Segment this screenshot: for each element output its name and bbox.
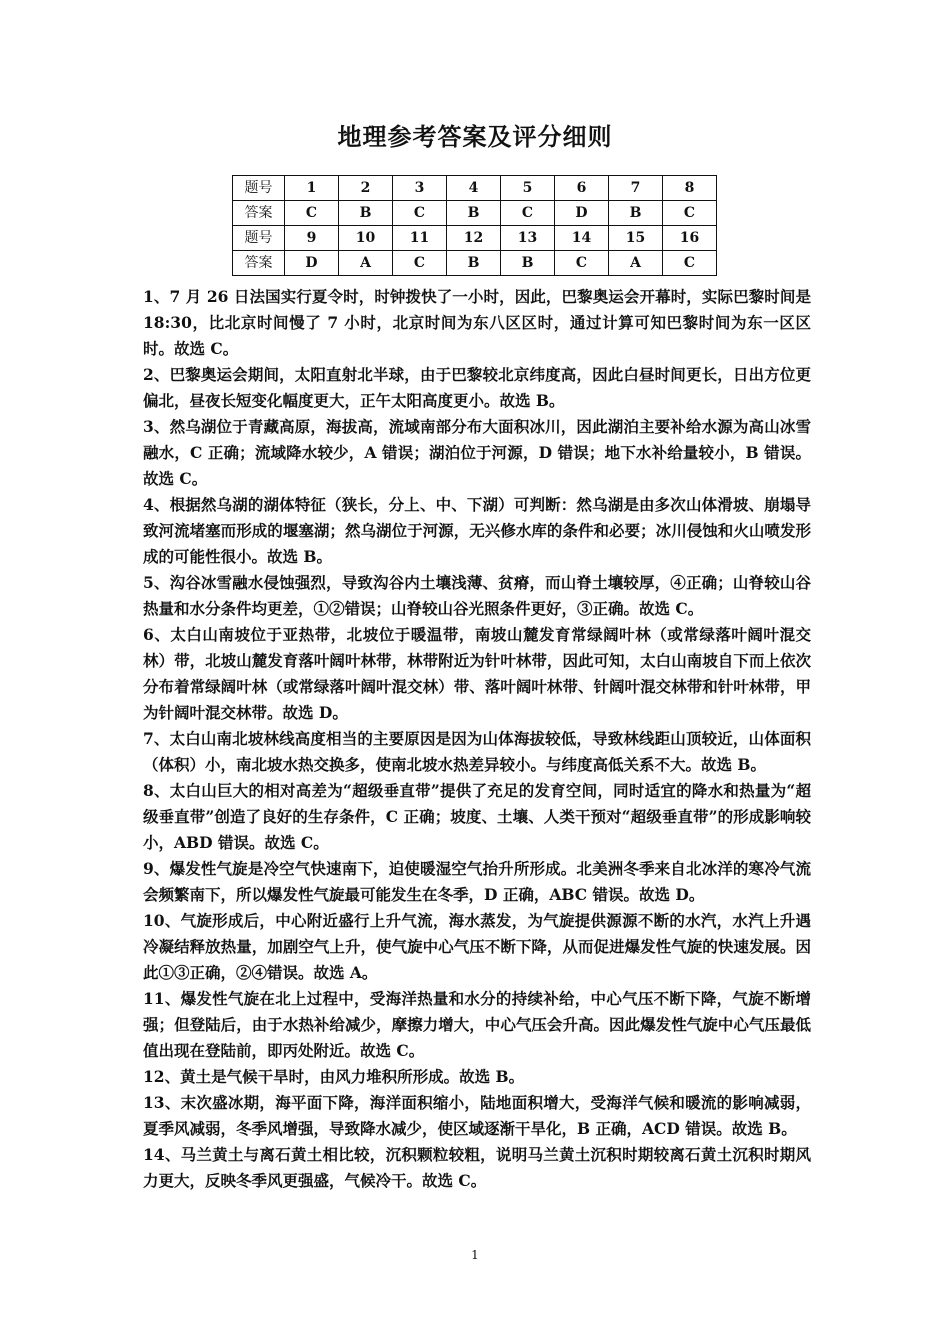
answer-table-row [233, 201, 717, 226]
answer-cell: 8 [663, 176, 717, 201]
explanation-paragraph: 6、太白山南坡位于亚热带，北坡位于暖温带，南坡山麓发育常绿阔叶林（或常绿落叶阔叶混交林）带，北坡山麓发育落叶阔叶林带，林带附近为针叶林带，因此可知，太白山南坡自下而上依次分布着常绿阔叶林（或常绿落叶阔叶混交林）带、落叶阔叶林带、针阔叶混交林带和针叶林带，甲为针阔叶混交林带。故选 D。 [143, 625, 811, 722]
answer-table-row [233, 176, 717, 201]
row-label: 答案 [233, 251, 285, 276]
row-label: 题号 [233, 176, 285, 201]
answer-cell: 7 [609, 176, 663, 201]
answer-cell: 10 [339, 226, 393, 251]
explanation-paragraph: 1、7 月 26 日法国实行夏令时，时钟拨快了一小时，因此，巴黎奥运会开幕时，实际巴黎时间是 18:30，比北京时间慢了 7 小时，北京时间为东八区区时，通过计算可知巴黎时间为东一区区时。故选 C。 [143, 287, 811, 358]
explanation-paragraph: 12、黄土是气候干旱时，由风力堆积所形成。故选 B。 [143, 1067, 525, 1086]
answer-table [232, 175, 717, 276]
answer-cell: C [555, 251, 609, 276]
explanation-paragraph: 4、根据然乌湖的湖体特征（狭长，分上、中、下湖）可判断：然乌湖是由多次山体滑坡、崩塌导致河流堵塞而形成的堰塞湖；然乌湖位于河源，无兴修水库的条件和必要；冰川侵蚀和火山喷发形成的可能性很小。故选 B。 [143, 495, 811, 566]
answer-cell: B [501, 251, 555, 276]
answer-table-row [233, 251, 717, 276]
answer-cell: 14 [555, 226, 609, 251]
answer-cell: B [339, 201, 393, 226]
answer-cell: 2 [339, 176, 393, 201]
page-number: 1 [471, 1248, 479, 1262]
answer-cell: 11 [393, 226, 447, 251]
answer-cell: B [447, 201, 501, 226]
explanation-paragraph: 9、爆发性气旋是冷空气快速南下，迫使暖湿空气抬升所形成。北美洲冬季来自北冰洋的寒冷气流会频繁南下，所以爆发性气旋最可能发生在冬季，D 正确，ABC 错误。故选 D。 [143, 859, 811, 904]
answer-cell: B [447, 251, 501, 276]
answer-cell: 13 [501, 226, 555, 251]
answer-cell: 4 [447, 176, 501, 201]
explanation-paragraph: 14、马兰黄土与离石黄土相比较，沉积颗粒较粗，说明马兰黄土沉积时期较离石黄土沉积时期风力更大，反映冬季风更强盛，气候冷干。故选 C。 [143, 1145, 811, 1190]
row-label: 题号 [233, 226, 285, 251]
answer-cell: 6 [555, 176, 609, 201]
explanation-paragraph: 5、沟谷冰雪融水侵蚀强烈，导致沟谷内土壤浅薄、贫瘠，而山脊土壤较厚，④正确；山脊较山谷热量和水分条件均更差，①②错误；山脊较山谷光照条件更好，③正确。故选 C。 [143, 573, 811, 618]
answer-cell: 9 [285, 226, 339, 251]
page-title: 地理参考答案及评分细则 [337, 123, 613, 151]
answer-cell: C [663, 201, 717, 226]
explanation-paragraph: 11、爆发性气旋在北上过程中，受海洋热量和水分的持续补给，中心气压不断下降，气旋不断增强；但登陆后，由于水热补给减少，摩擦力增大，中心气压会升高。因此爆发性气旋中心气压最低值出现在登陆前，即丙处附近。故选 C。 [143, 989, 811, 1060]
explanation-paragraph: 2、巴黎奥运会期间，太阳直射北半球，由于巴黎较北京纬度高，因此白昼时间更长，日出方位更偏北，昼夜长短变化幅度更大，正午太阳高度更小。故选 B。 [143, 365, 811, 410]
explanations [143, 284, 811, 1194]
answer-cell: A [339, 251, 393, 276]
answer-cell: C [285, 201, 339, 226]
explanation-paragraph: 13、末次盛冰期，海平面下降，海洋面积缩小，陆地面积增大，受海洋气候和暖流的影响减弱，夏季风减弱，冬季风增强，导致降水减少，使区域逐渐干旱化，B 正确，ACD 错误。故选 B。 [143, 1093, 811, 1138]
explanation-paragraph: 3、然乌湖位于青藏高原，海拔高，流域南部分布大面积冰川，因此湖泊主要补给水源为高山冰雪融水，C 正确；流域降水较少，A 错误；湖泊位于河源，D 错误；地下水补给量较小，B 错误。故选 C。 [143, 417, 811, 488]
answer-cell: C [393, 251, 447, 276]
explanation-paragraph: 8、太白山巨大的相对高差为“超级垂直带”提供了充足的发育空间，同时适宜的降水和热量为“超级垂直带”创造了良好的生存条件，C 正确；坡度、土壤、人类干预对“超级垂直带”的形成影响较小，ABD 错误。故选 C。 [143, 781, 811, 852]
answer-cell: 16 [663, 226, 717, 251]
row-label: 答案 [233, 201, 285, 226]
explanation-paragraph: 10、气旋形成后，中心附近盛行上升气流，海水蒸发，为气旋提供源源不断的水汽，水汽上升遇冷凝结释放热量，加剧空气上升，使气旋中心气压不断下降，从而促进爆发性气旋的快速发展。因此①③正确，②④错误。故选 A。 [143, 911, 811, 982]
answer-cell: A [609, 251, 663, 276]
answer-cell: 3 [393, 176, 447, 201]
answer-cell: 15 [609, 226, 663, 251]
answer-table-row [233, 226, 717, 251]
answer-cell: 1 [285, 176, 339, 201]
answer-cell: 12 [447, 226, 501, 251]
answer-cell: 5 [501, 176, 555, 201]
answer-cell: D [555, 201, 609, 226]
answer-cell: C [663, 251, 717, 276]
explanation-paragraph: 7、太白山南北坡林线高度相当的主要原因是因为山体海拔较低，导致林线距山顶较近，山体面积（体积）小，南北坡水热交换多，使南北坡水热差异较小。与纬度高低关系不大。故选 B。 [143, 729, 811, 774]
answer-cell: D [285, 251, 339, 276]
answer-cell: C [393, 201, 447, 226]
answer-cell: B [609, 201, 663, 226]
answer-cell: C [501, 201, 555, 226]
